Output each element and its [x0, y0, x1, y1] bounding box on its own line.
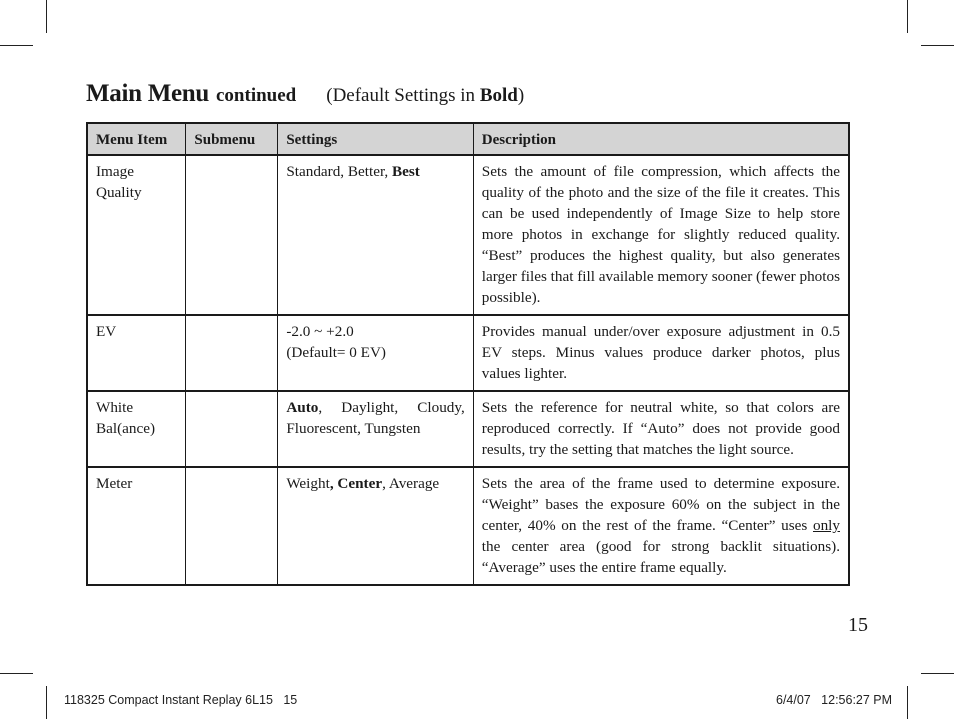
col-header-description: Description [473, 123, 849, 155]
submenu-cell [186, 391, 278, 467]
col-header-submenu: Submenu [186, 123, 278, 155]
menu-item-label: Image [96, 163, 134, 180]
print-slug-left: 118325 Compact Instant Replay 6L15 15 [64, 693, 298, 707]
menu-item-cell [87, 155, 186, 315]
menu-item-label: Quality [96, 184, 142, 201]
table-row [87, 391, 849, 467]
table-row [87, 467, 849, 585]
page-heading [86, 80, 524, 108]
crop-mark [907, 0, 908, 33]
settings-cell [278, 155, 473, 315]
settings-default: Auto [286, 399, 319, 416]
crop-mark [907, 686, 908, 719]
menu-item-label: White [96, 399, 134, 416]
description-cell: Provides manual under/over exposure adjustment in 0.5 EV steps. Minus values produce darker photos, plus values lighter. [473, 315, 849, 391]
default-settings-note [326, 85, 524, 106]
submenu-cell [186, 467, 278, 585]
crop-mark [0, 45, 33, 46]
main-menu-table [86, 122, 850, 586]
crop-mark [46, 686, 47, 719]
col-header-settings: Settings [278, 123, 473, 155]
description-emphasis: only [812, 517, 840, 534]
print-slug-right: 6/4/07 12:56:27 PM [776, 693, 893, 707]
description-text: Sets the area of the frame used to determine exposure. “Weight” bases the exposure 60% on the subject in the center, 40% on the rest of the frame. “Center” uses [481, 475, 840, 534]
menu-item-cell [87, 315, 186, 391]
heading-continued: continued [216, 85, 297, 106]
table-row [87, 155, 849, 315]
default-note-bold: Bold [479, 85, 518, 106]
settings-text: , Average [382, 475, 440, 492]
page-number: 15 [848, 614, 868, 636]
description-text: the center area (good for strong backlit situations). “Average” uses the entire frame equally. [481, 538, 840, 576]
crop-mark [0, 673, 33, 674]
settings-cell [278, 315, 473, 391]
settings-text: Weight [286, 475, 330, 492]
settings-text: Standard, Better, [286, 163, 392, 180]
settings-text: , Daylight, Cloudy, Fluorescent, Tungsten [286, 399, 465, 437]
description-cell [473, 467, 849, 585]
crop-mark [921, 673, 954, 674]
crop-mark [921, 45, 954, 46]
settings-default: Best [392, 163, 420, 180]
menu-item-label: Meter [96, 475, 133, 492]
menu-item-label: Bal(ance) [96, 420, 156, 437]
menu-item-label: EV [96, 323, 117, 340]
default-note-prefix: (Default Settings in [326, 85, 480, 106]
settings-cell [278, 391, 473, 467]
description-cell: Sets the amount of file compression, which affects the quality of the photo and the size of the file it creates. This can be used independently of Image Size to help store more photos in exchange for slightly reduced quality. “Best” produces the highest quality, but also generates larger files that fill available memory sooner (fewer photos possible). [473, 155, 849, 315]
menu-item-cell [87, 391, 186, 467]
settings-text: -2.0 ~ +2.0 [286, 323, 354, 340]
settings-default: , Center [329, 475, 383, 492]
submenu-cell [186, 315, 278, 391]
table-row [87, 315, 849, 391]
description-cell: Sets the reference for neutral white, so that colors are reproduced correctly. If “Auto” does not provide good results, try the setting that matches the light source. [473, 391, 849, 467]
table-header-row [87, 123, 849, 155]
col-header-menu-item: Menu Item [87, 123, 186, 155]
crop-mark [46, 0, 47, 33]
default-note-suffix: ) [517, 85, 525, 106]
heading-title: Main Menu [86, 80, 209, 107]
menu-item-cell [87, 467, 186, 585]
submenu-cell [186, 155, 278, 315]
settings-cell [278, 467, 473, 585]
settings-text: (Default= 0 EV) [286, 344, 386, 361]
